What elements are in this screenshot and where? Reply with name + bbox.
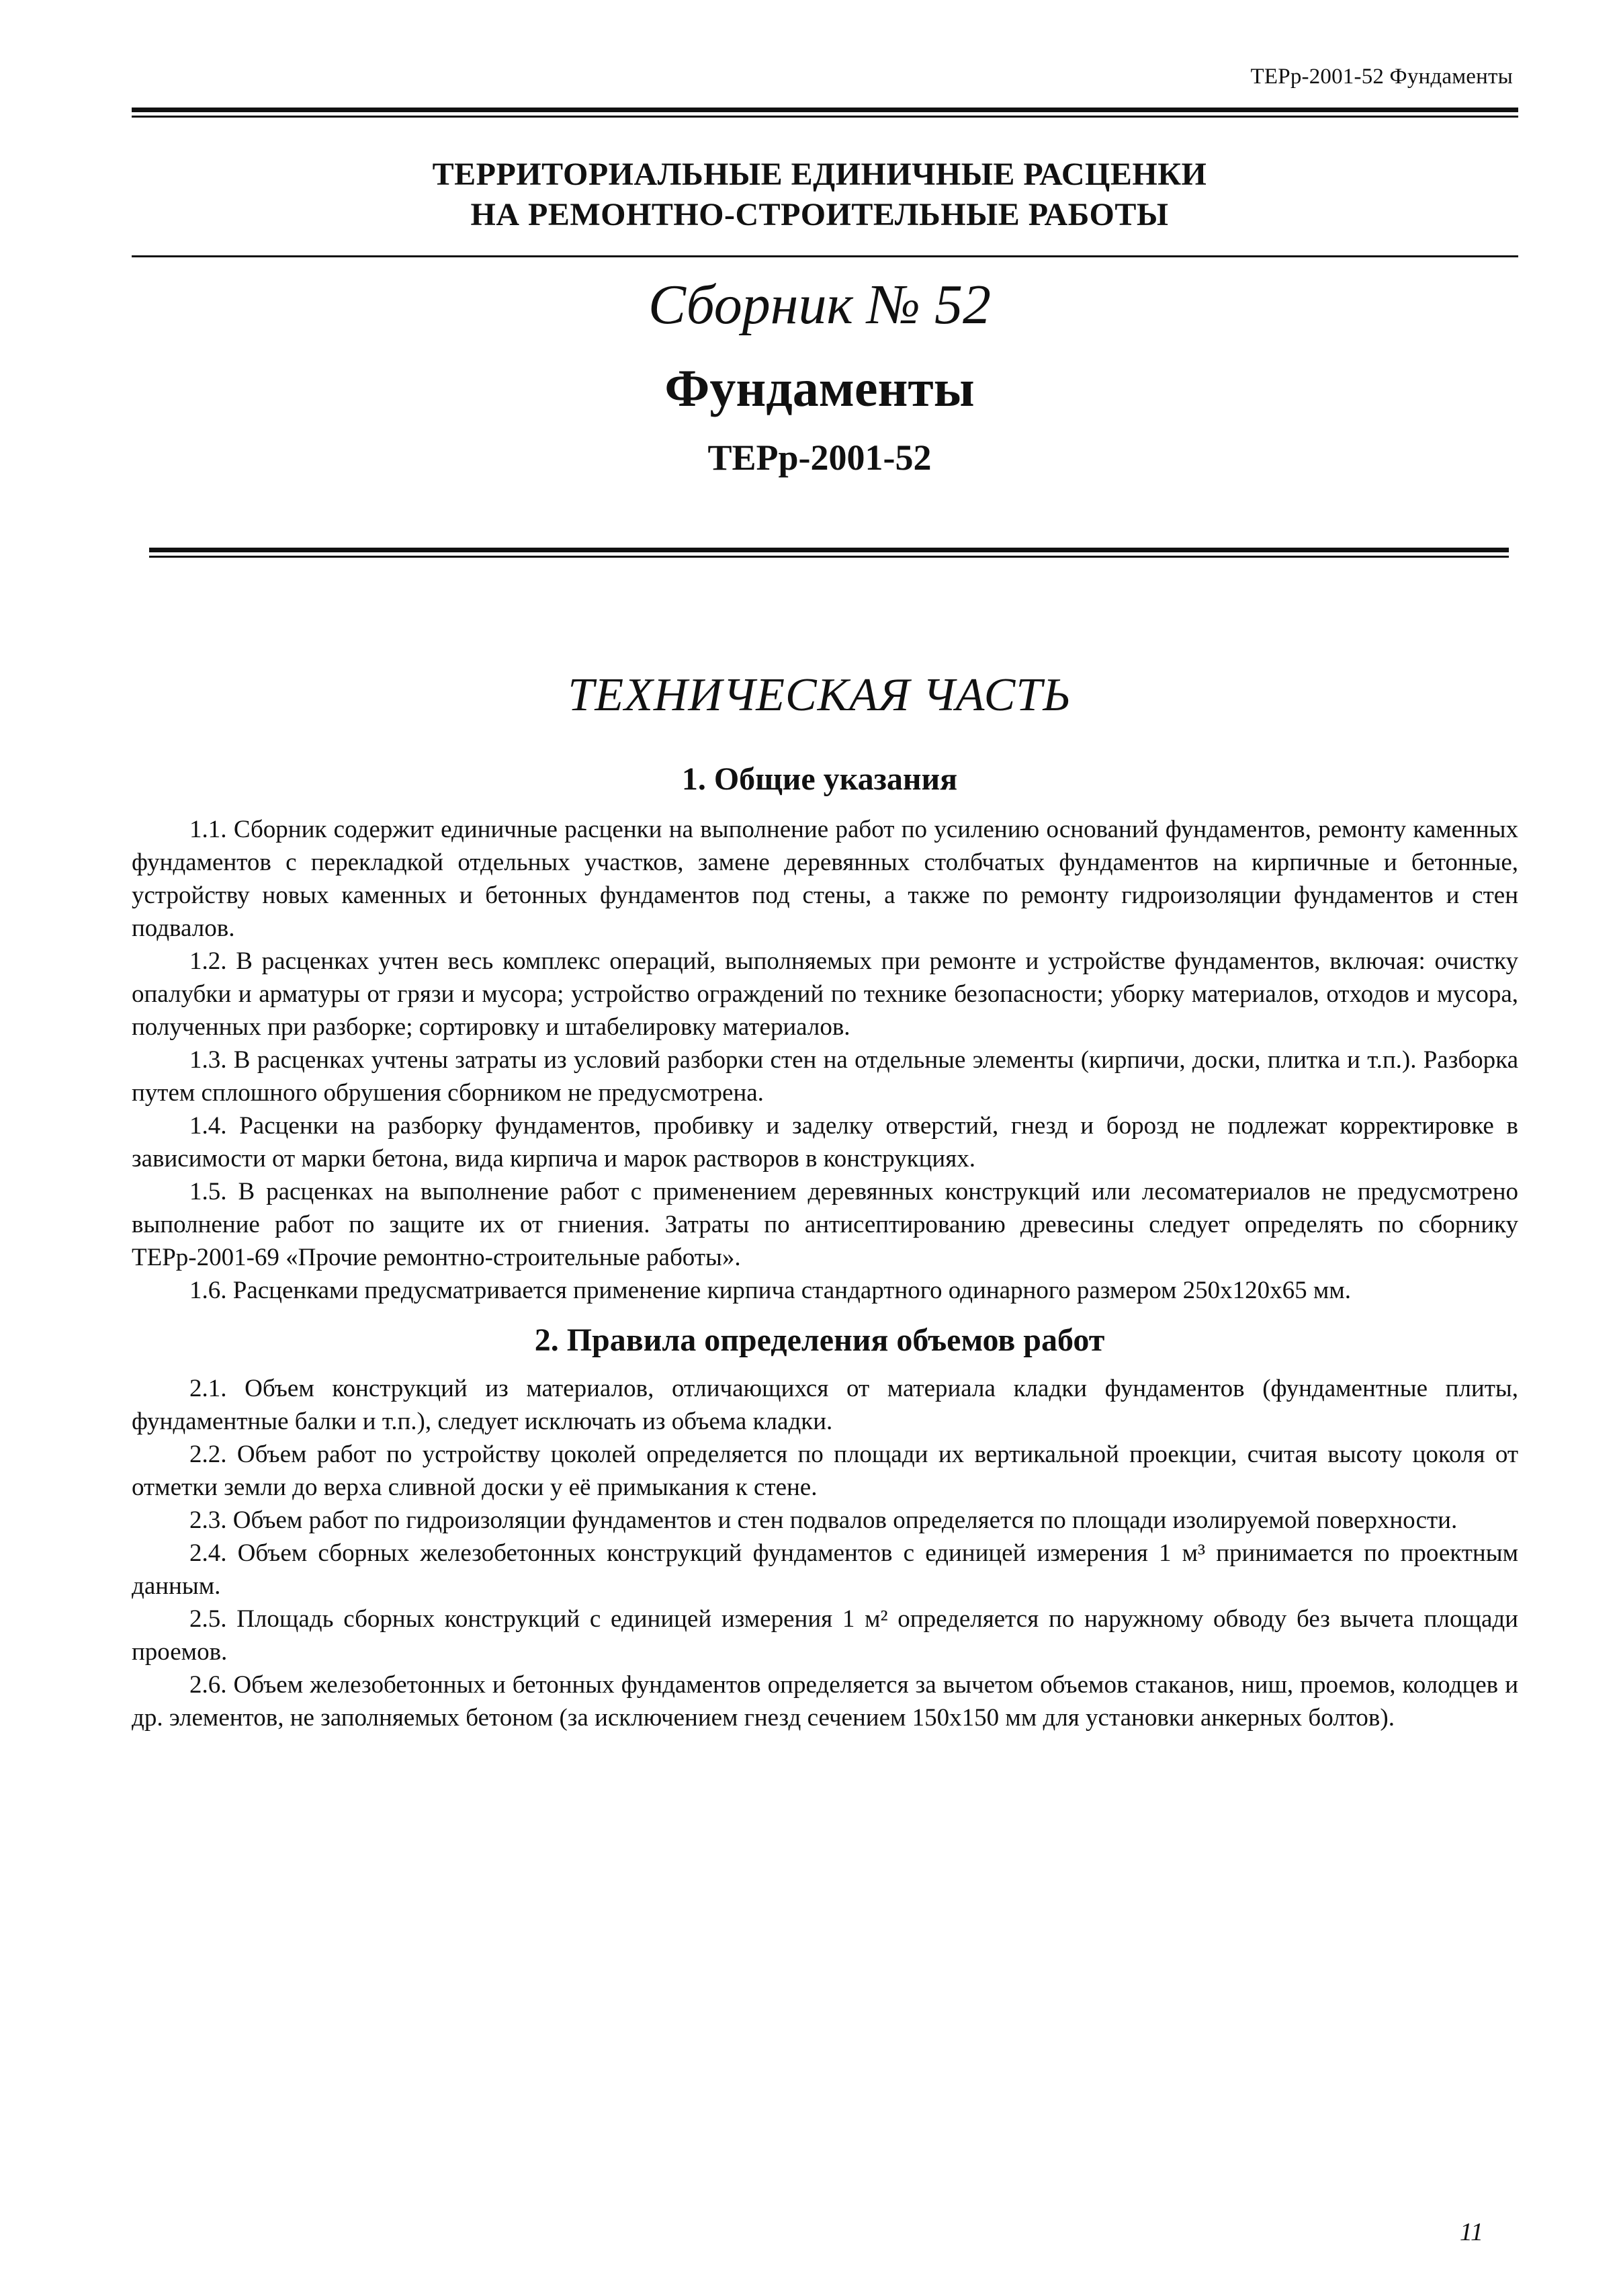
collection-number: Сборник № 52 bbox=[648, 273, 991, 336]
running-header: ТЕРр-2001-52 Фундаменты bbox=[1250, 65, 1513, 89]
section-2-body bbox=[132, 1372, 1518, 1734]
paragraph-2-1: 2.1. Объем конструкций из материалов, отличающихся от материала кладки фундаментов (фундаментные плиты, фундаментные балки и т.п.), следует исключать из объема кладки. bbox=[132, 1375, 1518, 1435]
collection-name: Фундаменты bbox=[664, 359, 975, 417]
page-number: 11 bbox=[1459, 2218, 1483, 2246]
main-title-line-1: ТЕРРИТОРИАЛЬНЫЕ ЕДИНИЧНЫЕ РАСЦЕНКИ bbox=[432, 157, 1207, 192]
paragraph-1-3: 1.3. В расценках учтены затраты из условий разборки стен на отдельные элементы (кирпичи, доски, плитка и т.п.). Разборка путем сплошного обрушения сборником не предусмотрена. bbox=[132, 1046, 1518, 1107]
collection-code: ТЕРр-2001-52 bbox=[707, 437, 932, 478]
main-title-line-2: НА РЕМОНТНО-СТРОИТЕЛЬНЫЕ РАБОТЫ bbox=[470, 197, 1169, 232]
paragraph-1-1: 1.1. Сборник содержит единичные расценки на выполнение работ по усилению оснований фундаментов, ремонту каменных фундаментов с перекладкой отдельных участков, замене деревянных столбчатых фундаментов на кирпичные и бетонные, устройству новых каменных и бетонных фундаментов под стены, а также по ремонту гидроизоляции фундаментов и стен подвалов. bbox=[132, 816, 1518, 942]
technical-part-title: ТЕХНИЧЕСКАЯ ЧАСТЬ bbox=[568, 669, 1071, 721]
title-separator-rule bbox=[132, 255, 1518, 257]
paragraph-2-3: 2.3. Объем работ по гидроизоляции фундаментов и стен подвалов определяется по площади изолируемой поверхности. bbox=[189, 1506, 1458, 1534]
collection-double-rule bbox=[149, 548, 1509, 558]
paragraph-1-5: 1.5. В расценках на выполнение работ с применением деревянных конструкций или лесоматериалов не предусмотрено выполнение работ по защите их от гниения. Затраты по антисептированию древесины следует определять по сборнику ТЕРр-2001-69 «Прочие ремонтно-строительные работы». bbox=[132, 1178, 1518, 1271]
paragraph-1-6: 1.6. Расценками предусматривается применение кирпича стандартного одинарного размером 250х120х65 мм. bbox=[189, 1277, 1351, 1304]
section-1-heading: 1. Общие указания bbox=[681, 761, 958, 797]
paragraph-2-6: 2.6. Объем железобетонных и бетонных фундаментов определяется за вычетом объемов стаканов, ниш, проемов, колодцев и др. элементов, не заполняемых бетоном (за исключением гнезд сечением 150х150 мм для установки анкерных болтов). bbox=[132, 1671, 1518, 1732]
main-title bbox=[128, 155, 1512, 235]
section-1-body bbox=[132, 813, 1518, 1307]
paragraph-2-2: 2.2. Объем работ по устройству цоколей определяется по площади их вертикальной проекции, считая высоту цоколя от отметки земли до верха сливной доски у её примыкания к стене. bbox=[132, 1441, 1518, 1501]
paragraph-2-4: 2.4. Объем сборных железобетонных конструкций фундаментов с единицей измерения 1 м³ принимается по проектным данным. bbox=[132, 1539, 1518, 1600]
paragraph-1-4: 1.4. Расценки на разборку фундаментов, пробивку и заделку отверстий, гнезд и борозд не подлежат корректировке в зависимости от марки бетона, вида кирпича и марок растворов в конструкциях. bbox=[132, 1112, 1518, 1173]
header-double-rule bbox=[132, 108, 1518, 118]
paragraph-2-5: 2.5. Площадь сборных конструкций с единицей измерения 1 м² определяется по наружному обводу без вычета площади проемов. bbox=[132, 1605, 1518, 1666]
paragraph-1-2: 1.2. В расценках учтен весь комплекс операций, выполняемых при ремонте и устройстве фундаментов, включая: очистку опалубки и арматуры от грязи и мусора; устройство ограждений по технике безопасности; уборку материалов, отходов и мусора, полученных при разборке; сортировку и штабелировку материалов. bbox=[132, 947, 1518, 1041]
section-2-heading: 2. Правила определения объемов работ bbox=[534, 1322, 1105, 1358]
